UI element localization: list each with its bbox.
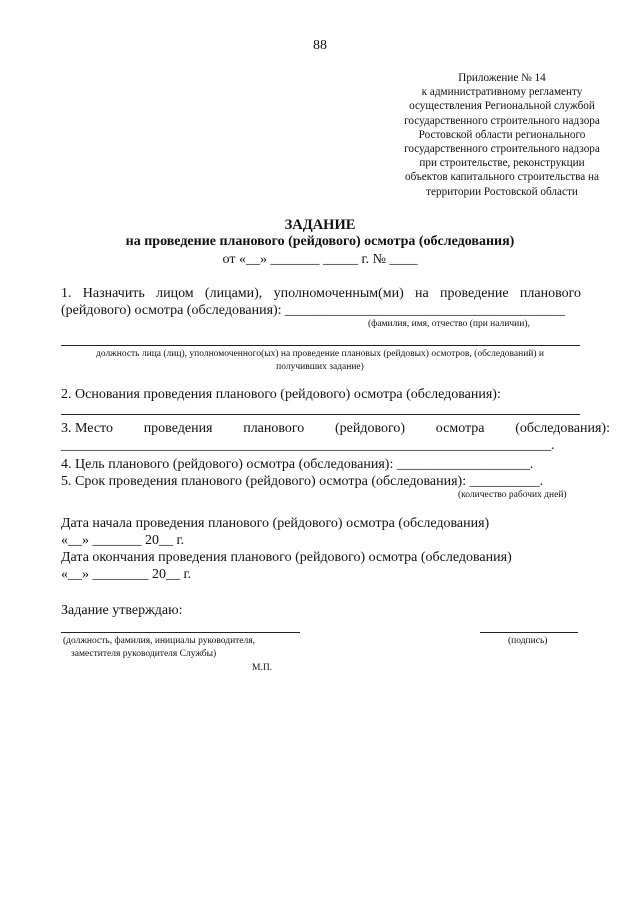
section3-word: (обследования):	[515, 421, 610, 436]
section5-hint: (количество рабочих дней)	[458, 490, 567, 500]
section4-line1: 4. Цель планового (рейдового) осмотра (обследования): ___________________.	[61, 457, 534, 472]
section3-line1	[61, 421, 610, 437]
approver-hint-2: заместителя руководителя Службы)	[71, 649, 217, 659]
stamp-place: М.П.	[252, 663, 273, 673]
appendix-line: к административному регламенту	[421, 86, 583, 99]
signature-line	[480, 632, 578, 633]
appendix-line: Ростовской области регионального	[418, 128, 586, 141]
appendix-line: государственного строительного надзора	[404, 143, 600, 156]
start-date-label: Дата начала проведения планового (рейдового) осмотра (обследования)	[61, 516, 490, 531]
section1-line2: (рейдового) осмотра (обследования): ________________________________________	[61, 303, 566, 318]
section3-line2: ______________________________________________________________________.	[61, 438, 555, 453]
approval-label: Задание утверждаю:	[61, 603, 183, 618]
appendix-line: территории Ростовской области	[426, 185, 578, 198]
section2-blank-line	[61, 414, 580, 415]
section1-hint-position-1: должность лица (лиц), уполномоченного(ых) на проведение плановых (рейдовых) осмотров, (обследований) и	[95, 349, 544, 359]
section1-hint-position-2: получивших задание)	[276, 362, 364, 372]
appendix-line: при строительстве, реконструкции	[419, 157, 585, 170]
section3-word: проведения	[143, 421, 213, 436]
section3-word: планового	[243, 421, 305, 436]
section3-word: 3. Место	[61, 421, 113, 436]
approver-hint-1: (должность, фамилия, инициалы руководителя,	[63, 636, 256, 646]
document-dateline: от «__» _______ _____ г. № ____	[222, 252, 418, 267]
appendix-block	[388, 71, 616, 199]
appendix-line: государственного строительного надзора	[404, 114, 600, 127]
approver-position-line	[61, 632, 300, 633]
section1-hint-name: (фамилия, имя, отчество (при наличии),	[368, 319, 530, 329]
appendix-line: Приложение № 14	[458, 72, 546, 84]
appendix-line: осуществления Региональной службой	[409, 100, 595, 113]
start-date-value: «__» _______ 20__ г.	[61, 533, 185, 548]
section3-word: осмотра	[435, 421, 485, 436]
section3-word: (рейдового)	[335, 421, 406, 436]
section1-line1: 1. Назначить лицом (лицами), уполномоченным(ми) на проведение планового	[61, 286, 581, 301]
section1-blank-line	[61, 345, 580, 346]
end-date-label: Дата окончания проведения планового (рейдового) осмотра (обследования)	[61, 550, 512, 565]
page-number: 88	[313, 38, 327, 53]
document-subtitle: на проведение планового (рейдового) осмотра (обследования)	[125, 234, 515, 249]
section2-line1: 2. Основания проведения планового (рейдового) осмотра (обследования):	[61, 387, 501, 402]
section5-line1: 5. Срок проведения планового (рейдового) осмотра (обследования): __________.	[61, 474, 544, 489]
signature-hint: (подпись)	[508, 636, 548, 646]
document-title: ЗАДАНИЕ	[284, 217, 356, 233]
end-date-value: «__» ________ 20__ г.	[61, 567, 192, 582]
appendix-line: объектов капитального строительства на	[405, 171, 599, 184]
